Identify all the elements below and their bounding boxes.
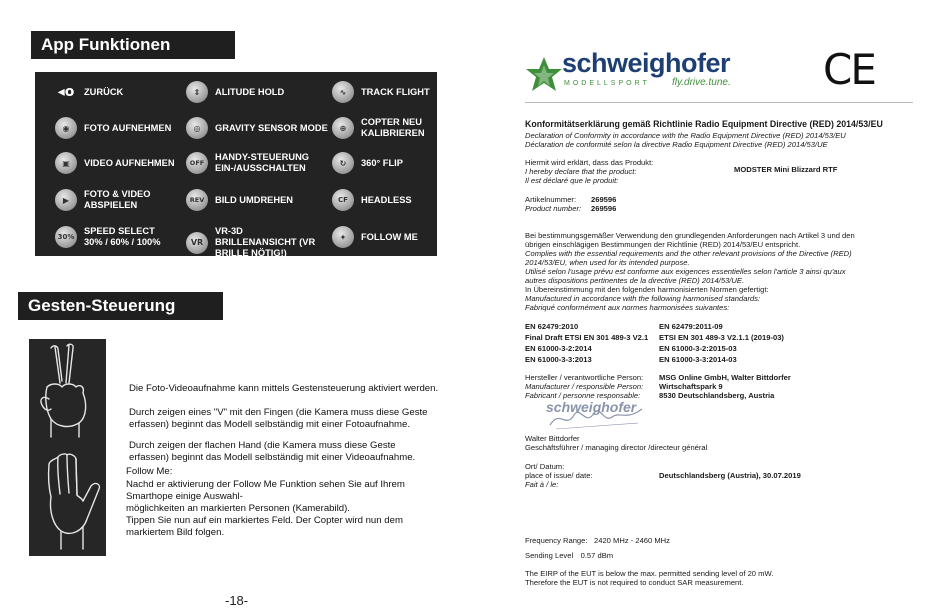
function-record-video [55, 152, 175, 174]
function-label: FOLLOW ME [361, 231, 418, 242]
play-icon: ▶ [55, 189, 77, 211]
manufacturer-city: 8530 Deutschlandsberg, Austria [659, 391, 775, 400]
gesture-control-heading: Gesten-Steuerung [18, 292, 223, 320]
altitude-hold-icon: ⇕ [186, 81, 208, 103]
product-name: MODSTER Mini Blizzard RTF [734, 165, 838, 174]
schweighofer-logo [524, 48, 754, 98]
manufacturer-name: MSG Online GmbH, Walter Bittdorfer [659, 373, 791, 382]
body-line-5: Utilisé selon l'usage prévu est conforme aux exigences essentielles selon l'article 3 ainsi qu'aux [525, 267, 846, 276]
function-label: 360° FLIP [361, 157, 403, 168]
product-label-de: Hiermit wird erklärt, dass das Produkt: [525, 158, 654, 167]
function-label: VR-3D BRILLENANSICHT (VR BRILLE NÖTIG!) [215, 226, 316, 258]
gesture-line-2: Durch zeigen eines "V" mit den Fingen (die Kamera muss diese Geste [129, 407, 428, 418]
place-label-fr: Fait à / le: [525, 480, 559, 489]
eirp-line-2: Therefore the EUT is not required to conduct SAR measurement. [525, 578, 744, 587]
function-phone-control-toggle [186, 152, 316, 174]
brand-star-icon [524, 55, 564, 95]
body-line-3: Complies with the essential requirements and the other relevant provisions of the Directive (RED) [525, 249, 852, 258]
declaration-title: Konformitätserklärung gemäß Richtlinie Radio Equipment Directive (RED) 2014/53/EU [525, 119, 883, 129]
camera-icon: ◉ [55, 117, 77, 139]
rev-icon: REV [186, 189, 208, 211]
eirp-line-1: The EIRP of the EUT is below the max. permitted sending level of 20 mW. [525, 569, 774, 578]
brand-name: schweighofer [562, 48, 731, 78]
function-label: ZURÜCK [84, 86, 124, 97]
function-360-flip [332, 152, 403, 174]
standard-left-3: EN 61000-3-2:2014 [525, 344, 592, 353]
manufacturer-label-fr: Fabricant / personne responsable: [525, 391, 641, 400]
body-line-6: autres dispositions pertinentes de la directive (RED) 2014/53/UE. [525, 276, 745, 285]
function-label: VIDEO AUFNEHMEN [84, 157, 175, 168]
manufacturer-label-en: Manufacturer / responsible Person: [525, 382, 644, 391]
video-camera-icon: ▣ [55, 152, 77, 174]
function-follow-me [332, 226, 418, 248]
app-functions-panel [35, 72, 437, 256]
gesture-line-11: markiertem Bild folgen. [126, 527, 225, 538]
function-label: HANDY-STEUERUNG EIN-/AUSSCHALTEN [215, 152, 310, 173]
standard-right-1: EN 62479:2011-09 [659, 322, 723, 331]
function-vr-view [186, 226, 326, 259]
body-line-7: In Übereinstimmung mit den folgenden harmonisierten Normen gefertigt: [525, 285, 769, 294]
gesture-illustration [29, 339, 106, 556]
function-back [55, 81, 123, 103]
follow-me-icon: ✦ [332, 226, 354, 248]
headless-mode-icon: CF [332, 189, 354, 211]
sending-level-label: Sending Level [525, 551, 574, 560]
product-label-en: I hereby declare that the product: [525, 167, 637, 176]
sending-level-value: 0.57 dBm [580, 551, 614, 560]
function-gravity-sensor [186, 117, 328, 139]
gesture-line-7: Nachd er aktivierung der Follow Me Funktion sehen Sie auf Ihrem [126, 479, 405, 490]
header-divider [525, 102, 913, 103]
standard-right-3: EN 61000-3-2:2015-03 [659, 344, 737, 353]
standard-right-2: ETSI EN 301 489-3 V2.1.1 (2019-03) [659, 333, 784, 342]
frequency-label: Frequency Range: [525, 536, 588, 545]
function-calibrate [332, 117, 432, 139]
place-label-de: Ort/ Datum: [525, 462, 565, 471]
gravity-sensor-icon: ◎ [186, 117, 208, 139]
function-rotate-image [186, 189, 293, 211]
place-date-value: Deutschlandsberg (Austria), 30.07.2019 [659, 471, 801, 480]
manufacturer-label-de: Hersteller / verantwortliche Person: [525, 373, 644, 382]
hand-gestures-illustration [29, 339, 106, 556]
standard-left-4: EN 61000-3-3:2013 [525, 355, 592, 364]
body-line-4: 2014/53/EU, when used for its intended purpose. [525, 258, 690, 267]
sending-level-row [525, 545, 614, 560]
function-label: FOTO AUFNEHMEN [84, 122, 172, 133]
standard-right-4: EN 61000-3-3:2014-03 [659, 355, 737, 364]
gesture-line-3: erfassen) beginnt das Modell selbständig mit einer Fotoaufnahme. [129, 419, 411, 430]
calibrate-icon: ⊕ [332, 117, 354, 139]
vr-icon: VR [186, 232, 208, 254]
frequency-value: 2420 MHz - 2460 MHz [594, 536, 670, 545]
declaration-title-en: Declaration of Conformity in accordance with the Radio Equipment Directive (RED) 2014/53/EU [525, 131, 846, 140]
back-arrow-icon: ◂o [57, 83, 75, 100]
ce-mark: CE [823, 45, 875, 94]
function-play-media [55, 189, 165, 211]
signer-role: Geschäftsführer / managing director /directeur général [525, 443, 708, 452]
app-functions-heading: App Funktionen [31, 31, 235, 59]
function-label: ALITUDE HOLD [215, 86, 285, 97]
flip-360-icon: ↻ [332, 152, 354, 174]
body-line-8: Manufactured in accordance with the following harmonised standards: [525, 294, 761, 303]
body-line-1: Bei bestimmungsgemäßer Verwendung den grundlegenden Anforderungen nach Artikel 3 und den [525, 231, 855, 240]
function-take-photo [55, 117, 171, 139]
gesture-line-5: erfassen) beginnt das Modell selbständig mit einer Videoaufnahme. [129, 452, 416, 463]
manufacturer-street: Wirtschaftspark 9 [659, 382, 723, 391]
function-label: HEADLESS [361, 194, 412, 205]
article-label-de: Artikelnummer: [525, 195, 577, 204]
function-label: TRACK FLIGHT [361, 86, 430, 97]
speed-30-icon: 30% [55, 226, 77, 248]
standard-left-1: EN 62479:2010 [525, 322, 579, 331]
product-number: 269596 [591, 204, 617, 213]
product-label-fr: Il est déclaré que le produit: [525, 176, 619, 185]
declaration-title-fr: Déclaration de conformité selon la directive Radio Equipment Directive (RED) 2014/53/UE [525, 140, 828, 149]
gesture-line-10: Tippen Sie nun auf ein markiertes Feld. Der Copter wird nun dem [126, 515, 403, 526]
function-label: FOTO & VIDEO ABSPIELEN [84, 189, 151, 210]
gesture-line-8: Smarthope einige Auswahl- [126, 491, 243, 502]
signer-name: Walter Bittdorfer [525, 434, 580, 443]
company-stamp [546, 399, 646, 433]
stamp-brand: schweighofer [546, 399, 637, 415]
function-speed-select [55, 226, 165, 248]
function-label: BILD UMDREHEN [215, 194, 293, 205]
body-line-9: Fabriqué conformément aux normes harmonisées suivantes: [525, 303, 730, 312]
gesture-line-4: Durch zeigen der flachen Hand (die Kamera muss diese Geste [129, 440, 396, 451]
standard-left-2: Final Draft ETSI EN 301 489-3 V2.1 [525, 333, 649, 342]
function-headless [332, 189, 412, 211]
function-label: GRAVITY SENSOR MODE [215, 122, 328, 133]
gesture-line-6: Follow Me: [126, 466, 173, 477]
off-toggle-icon: OFF [186, 152, 208, 174]
page-number: -18- [225, 593, 249, 608]
function-track-flight [332, 81, 430, 103]
brand-subtitle: MODELLSPORT [564, 80, 650, 87]
brand-tagline: fly.drive.tune. [672, 77, 731, 88]
track-flight-icon: ∿ [332, 81, 354, 103]
function-label: COPTER NEU KALIBRIEREN [361, 117, 425, 138]
article-label-en: Product number: [525, 204, 582, 213]
function-altitude-hold [186, 81, 284, 103]
article-number: 269596 [591, 195, 617, 204]
gesture-line-9: möglichkeiten an markierten Personen (Kamerabild). [126, 503, 350, 514]
place-label-en: place of issue/ date: [525, 471, 593, 480]
function-label: SPEED SELECT 30% / 60% / 100% [84, 226, 161, 247]
body-line-2: übrigen einschlägigen Bestimmungen der Richtlinie (RED) 2014/53/EU entspricht. [525, 240, 801, 249]
signature-scribble [546, 399, 646, 433]
gesture-line-1: Die Foto-Videoaufnahme kann mittels Gestensteuerung aktiviert werden. [129, 383, 439, 394]
